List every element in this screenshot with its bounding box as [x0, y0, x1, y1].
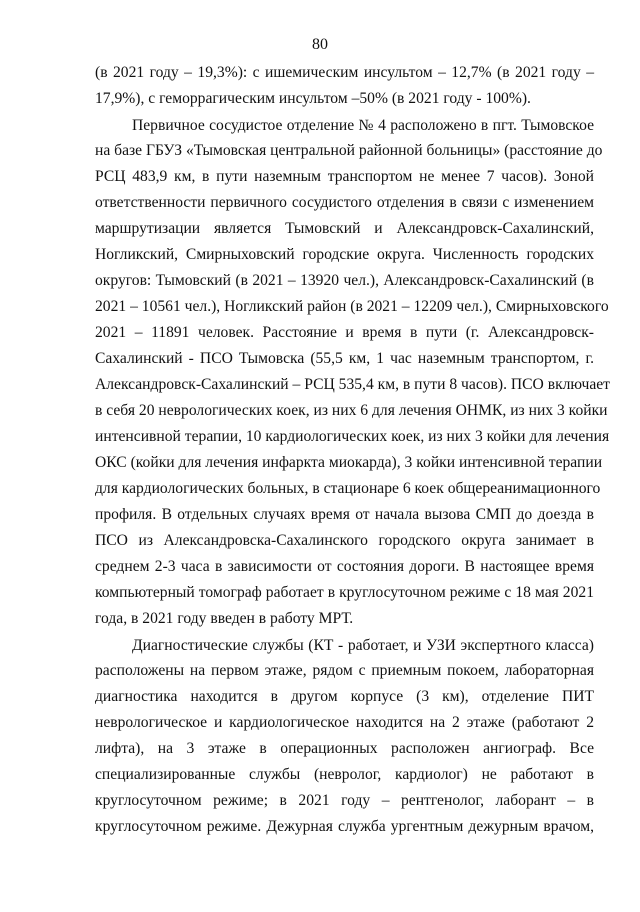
text-line: (в 2021 году – 19,3%): с ишемическим инсультом – 12,7% (в 2021 году –: [95, 64, 594, 81]
text-line: 2021 – 10561 чел.), Ногликский район (в 2021 – 12209 чел.), Смирныховского: [95, 298, 609, 315]
text-line: профиля. В отдельных случаях время от начала вызова СМП до доезда в: [95, 506, 594, 523]
text-line: РСЦ 483,9 км, в пути наземным транспортом не менее 7 часов). Зоной: [95, 168, 594, 185]
text-line: Сахалинский - ПСО Тымовска (55,5 км, 1 час наземным транспортом, г.: [95, 350, 594, 367]
text-line: года, в 2021 году введен в работу МРТ.: [95, 610, 354, 627]
paragraph-first-line: Диагностические службы (КТ - работает, и УЗИ экспертного класса): [132, 637, 594, 654]
text-line: диагностика находится в другом корпусе (3 км), отделение ПИТ: [95, 688, 594, 705]
text-line: Ногликский, Смирныховский городские округа. Численность городских: [95, 246, 594, 263]
text-line: ответственности первичного сосудистого отделения в связи с изменением: [95, 194, 594, 211]
text-line: специализированные службы (невролог, кардиолог) не работают в: [95, 766, 594, 783]
text-line: лифта), на 3 этаже в операционных расположен ангиограф. Все: [95, 740, 594, 757]
text-line: Александровск-Сахалинский – РСЦ 535,4 км, в пути 8 часов). ПСО включает: [95, 376, 610, 393]
text-line: округов: Тымовский (в 2021 – 13920 чел.), Александровск-Сахалинский (в: [95, 272, 594, 289]
paragraph-first-line: Первичное сосудистое отделение № 4 расположено в пгт. Тымовское: [132, 117, 594, 134]
text-line: среднем 2-3 часа в зависимости от состояния дороги. В настоящее время: [95, 558, 594, 575]
text-line: круглосуточном режиме; в 2021 году – рентгенолог, лаборант – в: [95, 792, 594, 809]
text-line: маршрутизации является Тымовский и Александровск-Сахалинский,: [95, 220, 594, 237]
text-line: интенсивной терапии, 10 кардиологических коек, из них 3 койки для лечения: [95, 428, 610, 445]
text-line: круглосуточном режиме. Дежурная служба ургентным дежурным врачом,: [95, 818, 594, 835]
text-line: для кардиологических больных, в стационаре 6 коек общереанимационного: [95, 480, 601, 497]
text-line: 17,9%), с геморрагическим инсультом –50% (в 2021 году - 100%).: [95, 90, 531, 107]
text-line: ПСО из Александровска-Сахалинского городского округа занимает в: [95, 532, 594, 549]
text-line: неврологическое и кардиологическое находится на 2 этаже (работают 2: [95, 714, 594, 731]
text-line: 2021 – 11891 человек. Расстояние и время в пути (г. Александровск-: [95, 324, 594, 341]
page-number: 80: [312, 36, 328, 53]
text-line: в себя 20 неврологических коек, из них 6 для лечения ОНМК, из них 3 койки: [95, 402, 608, 419]
text-line: расположены на первом этаже, рядом с приемным покоем, лабораторная: [95, 662, 594, 679]
text-line: на базе ГБУЗ «Тымовская центральной районной больницы» (расстояние до: [95, 142, 603, 159]
text-line: ОКС (койки для лечения инфаркта миокарда), 3 койки интенсивной терапии: [95, 454, 603, 471]
text-line: компьютерный томограф работает в круглосуточном режиме с 18 мая 2021: [95, 584, 594, 601]
